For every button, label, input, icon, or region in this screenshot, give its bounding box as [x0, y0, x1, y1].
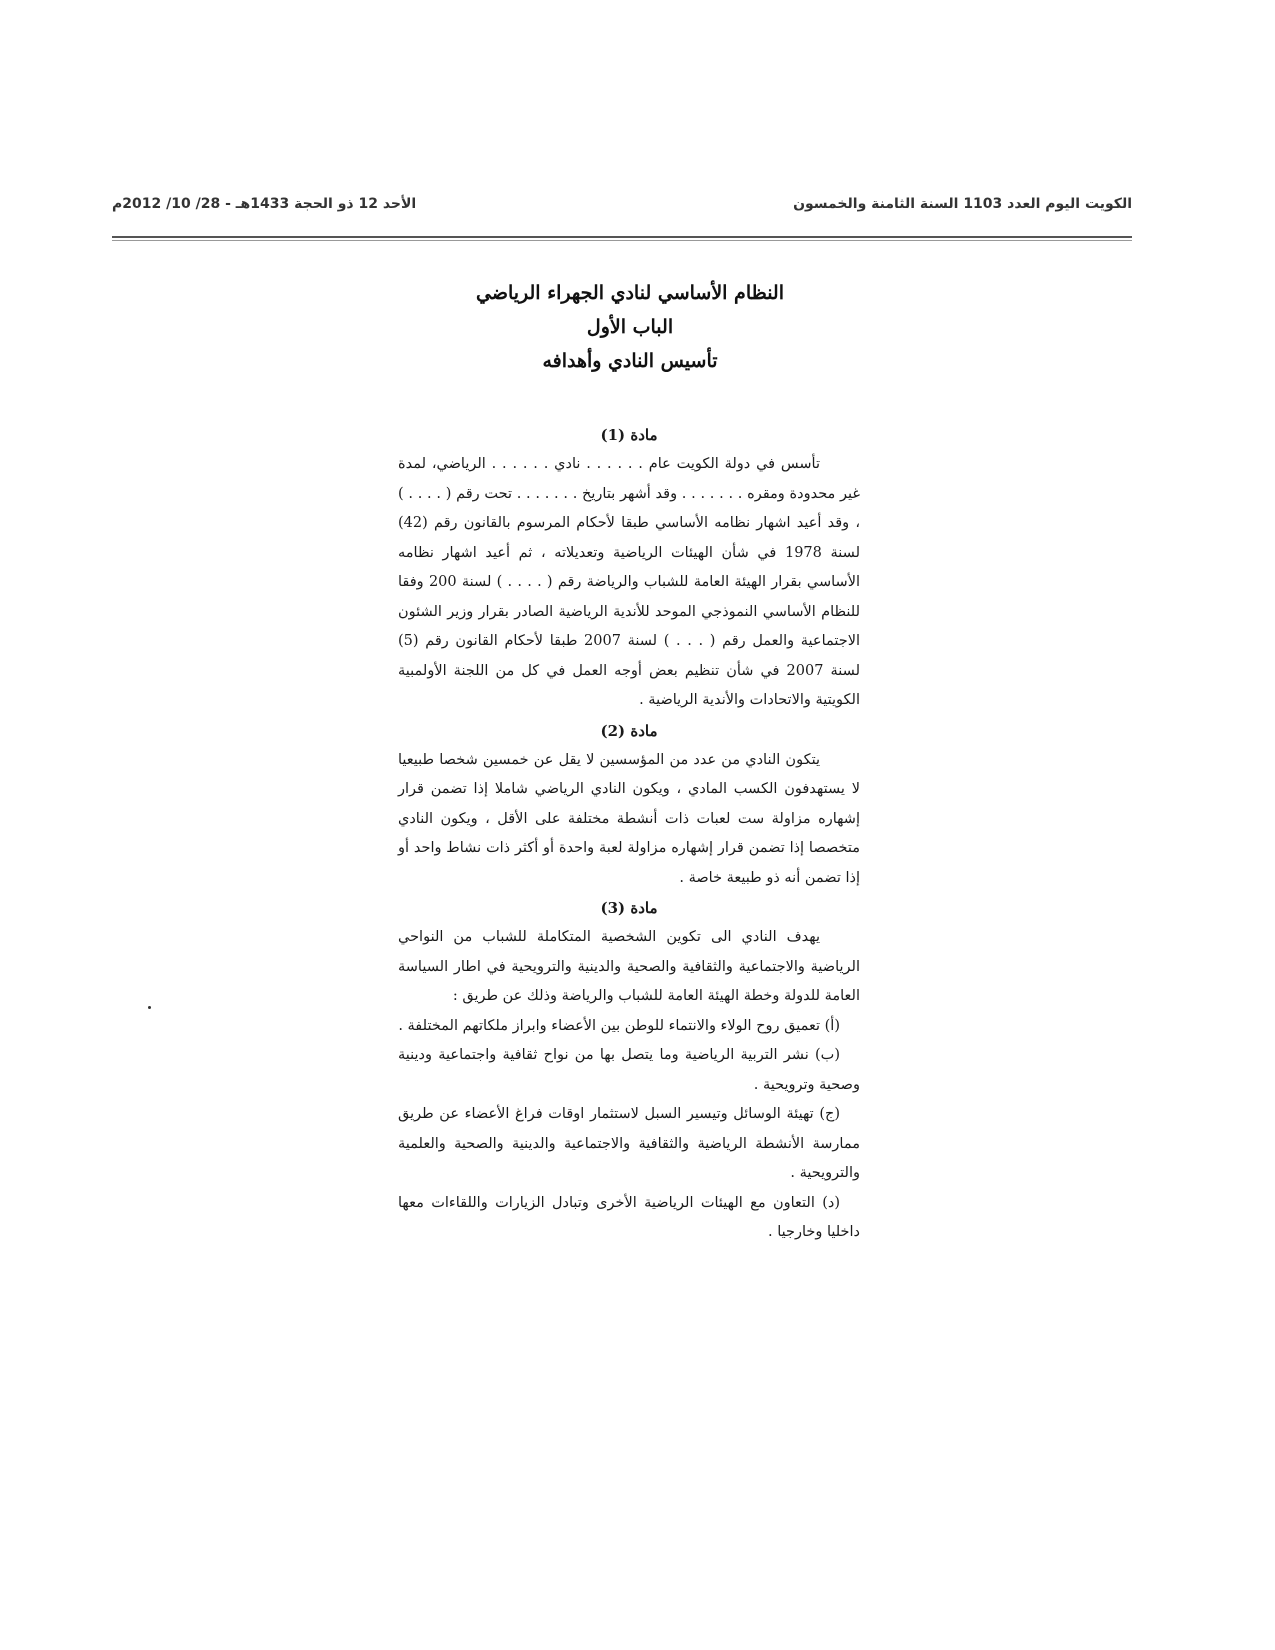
scan-speck: [148, 1006, 151, 1009]
document-title: النظام الأساسي لنادي الجهراء الرياضي: [475, 282, 784, 304]
header-date: الأحد 12 ذو الحجة 1433هـ - 28/ 10/ 2012م: [112, 196, 417, 212]
header-divider: [112, 236, 1132, 238]
article-1-heading: مادة (1): [600, 426, 658, 444]
article-1-text: تأسس في دولة الكويت عام . . . . . . نادي . . . . . . الرياضي، لمدة غير محدودة ومقره . . . . . . . وقد أشهر بتاريخ . . . . . . . تحت رقم ( . . . . ) ، وقد أعيد اشهار نظامه الأساسي طبقا لأحكام المرسوم بالقانون رقم (42) لسنة 1978 في شأن الهيئات الرياضية وتعديلاته ، ثم أعيد اشهار نظامه الأساسي بقرار الهيئة العامة للشباب والرياضة رقم ( . . . . ) لسنة 200 وفقا للنظام الأساسي النموذجي الموحد للأندية الرياضية الصادر بقرار وزير الشئون الاجتماعية والعمل رقم ( . . . ) لسنة 2007 طبقا لأحكام القانون رقم (5) لسنة 2007 في شأن تنظيم بعض أوجه العمل في كل من اللجنة الأولمبية الكويتية والاتحادات والأندية الرياضية .: [398, 456, 861, 708]
article-3-item-c: (ج) تهيئة الوسائل وتيسير السبل لاستثمار اوقات فراغ الأعضاء عن طريق ممارسة الأنشطة الرياضية والثقافية والاجتماعية والدينية والصحية والعلمية والترويحية .: [398, 1106, 860, 1181]
article-3-heading: مادة (3): [600, 899, 658, 917]
document-body: [398, 420, 860, 1248]
header-issue-info: الكويت اليوم العدد 1103 السنة الثامنة والخمسون: [793, 196, 1132, 212]
article-3-intro: يهدف النادي الى تكوين الشخصية المتكاملة للشباب من النواحي الرياضية والاجتماعية والثقافية والصحية والدينية والترويحية في اطار السياسة العامة للدولة وخطة الهيئة العامة للشباب والرياضة وذلك عن طريق :: [398, 929, 860, 1004]
article-3-item-b: (ب) نشر التربية الرياضية وما يتصل بها من نواح ثقافية واجتماعية ودينية وصحية وترويحية .: [398, 1047, 860, 1093]
header-divider-thin: [112, 240, 1132, 241]
document-titles: [380, 276, 880, 378]
article-2-text: يتكون النادي من عدد من المؤسسين لا يقل عن خمسين شخصا طبيعيا لا يستهدفون الكسب المادي ، ويكون النادي الرياضي شاملا إذا تضمن قرار إشهاره مزاولة ست لعبات ذات أنشطة مختلفة على الأقل ، ويكون النادي متخصصا إذا تضمن قرار إشهاره مزاولة لعبة واحدة أو أكثر ذات نشاط واحد أو إذا تضمن أنه ذو طبيعة خاصة .: [398, 751, 860, 886]
chapter-subtitle: تأسيس النادي وأهدافه: [542, 350, 718, 372]
article-3-item-a: (أ) تعميق روح الولاء والانتماء للوطن بين الأعضاء وابراز ملكاتهم المختلفة .: [398, 1017, 840, 1034]
article-3-item-d: (د) التعاون مع الهيئات الرياضية الأخرى وتبادل الزيارات واللقاءات معها داخليا وخارجيا .: [398, 1194, 860, 1240]
chapter-title: الباب الأول: [586, 316, 674, 338]
article-2-heading: مادة (2): [600, 721, 658, 740]
page-header: [112, 196, 1132, 224]
